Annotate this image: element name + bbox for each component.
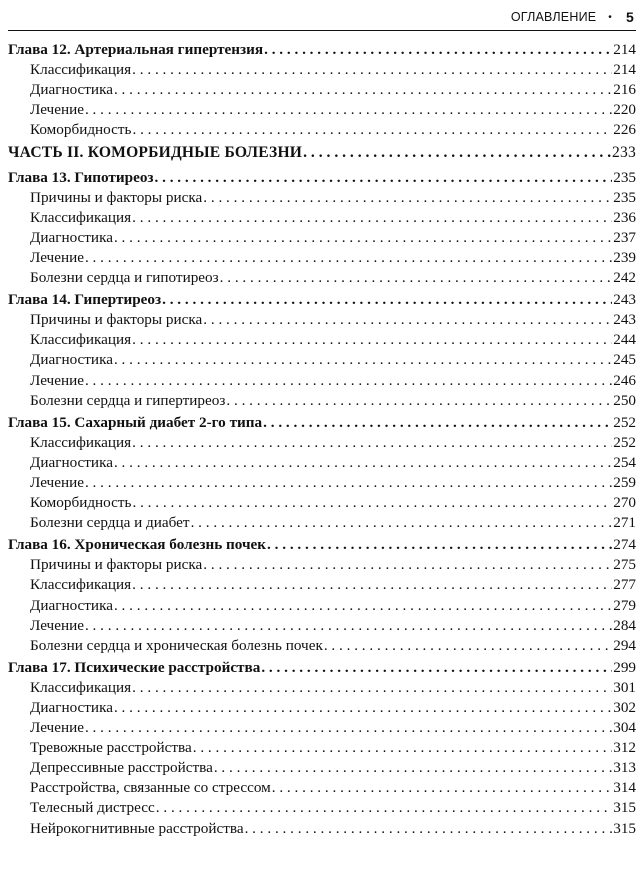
dot-leader — [132, 60, 612, 80]
dot-leader — [220, 268, 613, 288]
dot-leader — [263, 413, 612, 433]
dot-leader — [132, 208, 612, 228]
dot-leader — [85, 718, 612, 738]
toc-entry-title: Нейрокогнитивные расстройства — [30, 819, 244, 837]
toc-entry-title: Расстройства, связанные со стрессом — [30, 779, 271, 797]
toc-entry-page: 216 — [613, 81, 636, 99]
table-of-contents — [0, 40, 644, 839]
toc-entry-section — [0, 371, 644, 391]
toc-entry-page: 220 — [613, 101, 636, 119]
toc-entry-chapter — [0, 290, 644, 310]
toc-entry-section — [0, 778, 644, 798]
toc-entry-section — [0, 738, 644, 758]
toc-entry-section — [0, 391, 644, 411]
dot-leader — [264, 40, 612, 60]
toc-entry-title: Глава 12. Артериальная гипертензия — [8, 41, 264, 58]
dot-leader — [114, 350, 612, 370]
dot-leader — [303, 143, 611, 163]
dot-leader — [132, 120, 612, 140]
toc-entry-page: 233 — [612, 144, 636, 162]
dot-leader — [114, 453, 612, 473]
toc-entry-page: 242 — [613, 269, 636, 287]
header-bullet: • — [608, 11, 612, 23]
toc-entry-section — [0, 493, 644, 513]
dot-leader — [114, 80, 612, 100]
toc-entry-page: 252 — [613, 433, 636, 451]
toc-entry-page: 214 — [613, 41, 636, 58]
toc-entry-section — [0, 575, 644, 595]
dot-leader — [203, 555, 612, 575]
toc-entry-page: 284 — [613, 616, 636, 634]
toc-entry-page: 275 — [613, 556, 636, 574]
toc-entry-title: Тревожные расстройства — [30, 739, 192, 757]
dot-leader — [267, 535, 612, 555]
toc-entry-title: Лечение — [30, 248, 84, 266]
toc-entry-title: Причины и факторы риска — [30, 311, 203, 329]
toc-entry-section — [0, 120, 644, 140]
toc-entry-page: 314 — [613, 779, 636, 797]
toc-entry-page: 304 — [613, 719, 636, 737]
toc-entry-section — [0, 310, 644, 330]
toc-entry-page: 299 — [613, 658, 636, 676]
dot-leader — [162, 290, 612, 310]
dot-leader — [272, 778, 612, 798]
toc-entry-title: Классификация — [30, 678, 132, 696]
dot-leader — [214, 758, 612, 778]
toc-entry-section — [0, 513, 644, 533]
toc-entry-page: 236 — [613, 208, 636, 226]
running-header-title: ОГЛАВЛЕНИЕ — [510, 10, 597, 24]
page-number: 5 — [626, 9, 634, 25]
toc-entry-title: Классификация — [30, 576, 132, 594]
dot-leader — [193, 738, 612, 758]
toc-entry-title: Коморбидность — [30, 121, 132, 139]
dot-leader — [191, 513, 613, 533]
toc-entry-section — [0, 268, 644, 288]
toc-entry-section — [0, 636, 644, 656]
dot-leader — [156, 798, 612, 818]
toc-entry-page: 235 — [613, 188, 636, 206]
toc-entry-page: 237 — [613, 228, 636, 246]
toc-entry-chapter — [0, 413, 644, 433]
toc-entry-title: Глава 14. Гипертиреоз — [8, 291, 162, 309]
dot-leader — [226, 391, 612, 411]
toc-entry-title: Лечение — [30, 616, 84, 634]
toc-entry-page: 235 — [613, 168, 636, 186]
toc-entry-section — [0, 60, 644, 80]
toc-entry-page: 254 — [613, 453, 636, 471]
dot-leader — [85, 473, 612, 493]
dot-leader — [132, 433, 612, 453]
dot-leader — [85, 248, 612, 268]
toc-entry-title: Болезни сердца и хроническая болезнь почек — [30, 636, 323, 654]
toc-entry-page: 315 — [613, 819, 636, 837]
toc-entry-section — [0, 330, 644, 350]
dot-leader — [114, 228, 612, 248]
toc-entry-page: 271 — [613, 514, 636, 532]
toc-entry-page: 274 — [613, 536, 636, 554]
toc-entry-chapter — [0, 40, 644, 60]
toc-entry-part — [0, 143, 644, 163]
toc-entry-page: 294 — [613, 636, 636, 654]
toc-entry-title: Телесный дистресс — [30, 799, 155, 817]
toc-entry-page: 250 — [613, 391, 636, 409]
toc-entry-title: Причины и факторы риска — [30, 188, 203, 206]
toc-entry-title: Диагностика — [30, 351, 113, 369]
toc-entry-chapter — [0, 168, 644, 188]
toc-entry-title: Классификация — [30, 433, 132, 451]
toc-entry-section — [0, 555, 644, 575]
toc-entry-page: 259 — [613, 473, 636, 491]
toc-entry-page: 244 — [613, 331, 636, 349]
toc-entry-title: Болезни сердца и гипертиреоз — [30, 391, 226, 409]
toc-entry-title: Глава 16. Хроническая болезнь почек — [8, 536, 267, 554]
toc-entry-page: 279 — [613, 596, 636, 614]
toc-entry-page: 277 — [613, 576, 636, 594]
toc-entry-title: Причины и факторы риска — [30, 556, 203, 574]
toc-entry-title: Лечение — [30, 101, 84, 119]
toc-entry-section — [0, 208, 644, 228]
toc-entry-page: 243 — [613, 291, 636, 309]
toc-entry-title: Классификация — [30, 331, 132, 349]
toc-entry-page: 313 — [613, 759, 636, 777]
dot-leader — [245, 819, 613, 839]
toc-entry-section — [0, 473, 644, 493]
toc-entry-section — [0, 433, 644, 453]
toc-entry-title: Лечение — [30, 371, 84, 389]
toc-entry-title: Лечение — [30, 719, 84, 737]
toc-entry-section — [0, 100, 644, 120]
toc-entry-chapter — [0, 658, 644, 678]
dot-leader — [132, 575, 612, 595]
toc-entry-page: 245 — [613, 351, 636, 369]
toc-entry-title: Диагностика — [30, 453, 113, 471]
header-rule — [8, 30, 636, 31]
toc-entry-section — [0, 678, 644, 698]
toc-entry-section — [0, 758, 644, 778]
toc-entry-title: Депрессивные расстройства — [30, 759, 213, 777]
toc-entry-title: Диагностика — [30, 699, 113, 716]
toc-entry-title: Глава 15. Сахарный диабет 2-го типа — [8, 413, 263, 431]
toc-entry-title: Диагностика — [30, 596, 113, 614]
running-header — [511, 6, 634, 28]
toc-entry-section — [0, 350, 644, 370]
toc-entry-page: 270 — [613, 494, 636, 512]
toc-entry-page: 302 — [613, 699, 636, 716]
toc-entry-title: Диагностика — [30, 81, 113, 99]
toc-entry-section — [0, 718, 644, 738]
toc-entry-page: 315 — [613, 799, 636, 817]
toc-entry-section — [0, 80, 644, 100]
toc-entry-title: Лечение — [30, 473, 84, 491]
dot-leader — [114, 596, 612, 616]
toc-entry-title: Глава 17. Психические расстройства — [8, 658, 261, 676]
toc-entry-title: Болезни сердца и диабет — [30, 514, 190, 532]
toc-entry-section — [0, 453, 644, 473]
dot-leader — [132, 330, 612, 350]
toc-entry-page: 301 — [613, 678, 636, 696]
toc-entry-section — [0, 228, 644, 248]
toc-entry-page: 226 — [613, 121, 636, 139]
toc-entry-chapter — [0, 535, 644, 555]
toc-entry-section — [0, 188, 644, 208]
toc-entry-section — [0, 616, 644, 636]
dot-leader — [85, 371, 612, 391]
dot-leader — [203, 188, 612, 208]
dot-leader — [85, 616, 612, 636]
toc-entry-page: 246 — [613, 371, 636, 389]
toc-entry-section — [0, 798, 644, 818]
toc-entry-page: 312 — [613, 739, 636, 757]
toc-entry-title: Диагностика — [30, 228, 113, 246]
toc-entry-page: 239 — [613, 248, 636, 266]
dot-leader — [85, 100, 612, 120]
dot-leader — [261, 658, 612, 678]
toc-entry-page: 243 — [613, 311, 636, 329]
toc-entry-title: ЧАСТЬ II. КОМОРБИДНЫЕ БОЛЕЗНИ — [8, 144, 303, 162]
toc-entry-title: Коморбидность — [30, 494, 132, 512]
toc-entry-section — [0, 819, 644, 839]
dot-leader — [203, 310, 612, 330]
dot-leader — [132, 678, 612, 698]
dot-leader — [132, 493, 612, 513]
dot-leader — [324, 636, 612, 656]
toc-entry-title: Глава 13. Гипотиреоз — [8, 168, 154, 186]
dot-leader — [114, 698, 612, 718]
toc-entry-title: Классификация — [30, 208, 132, 226]
toc-entry-page: 214 — [613, 61, 636, 79]
toc-entry-section — [0, 248, 644, 268]
toc-entry-title: Болезни сердца и гипотиреоз — [30, 269, 219, 287]
toc-entry-title: Классификация — [30, 61, 132, 79]
toc-entry-section — [0, 698, 644, 718]
toc-entry-section — [0, 596, 644, 616]
dot-leader — [155, 168, 613, 188]
toc-entry-page: 252 — [613, 413, 636, 431]
